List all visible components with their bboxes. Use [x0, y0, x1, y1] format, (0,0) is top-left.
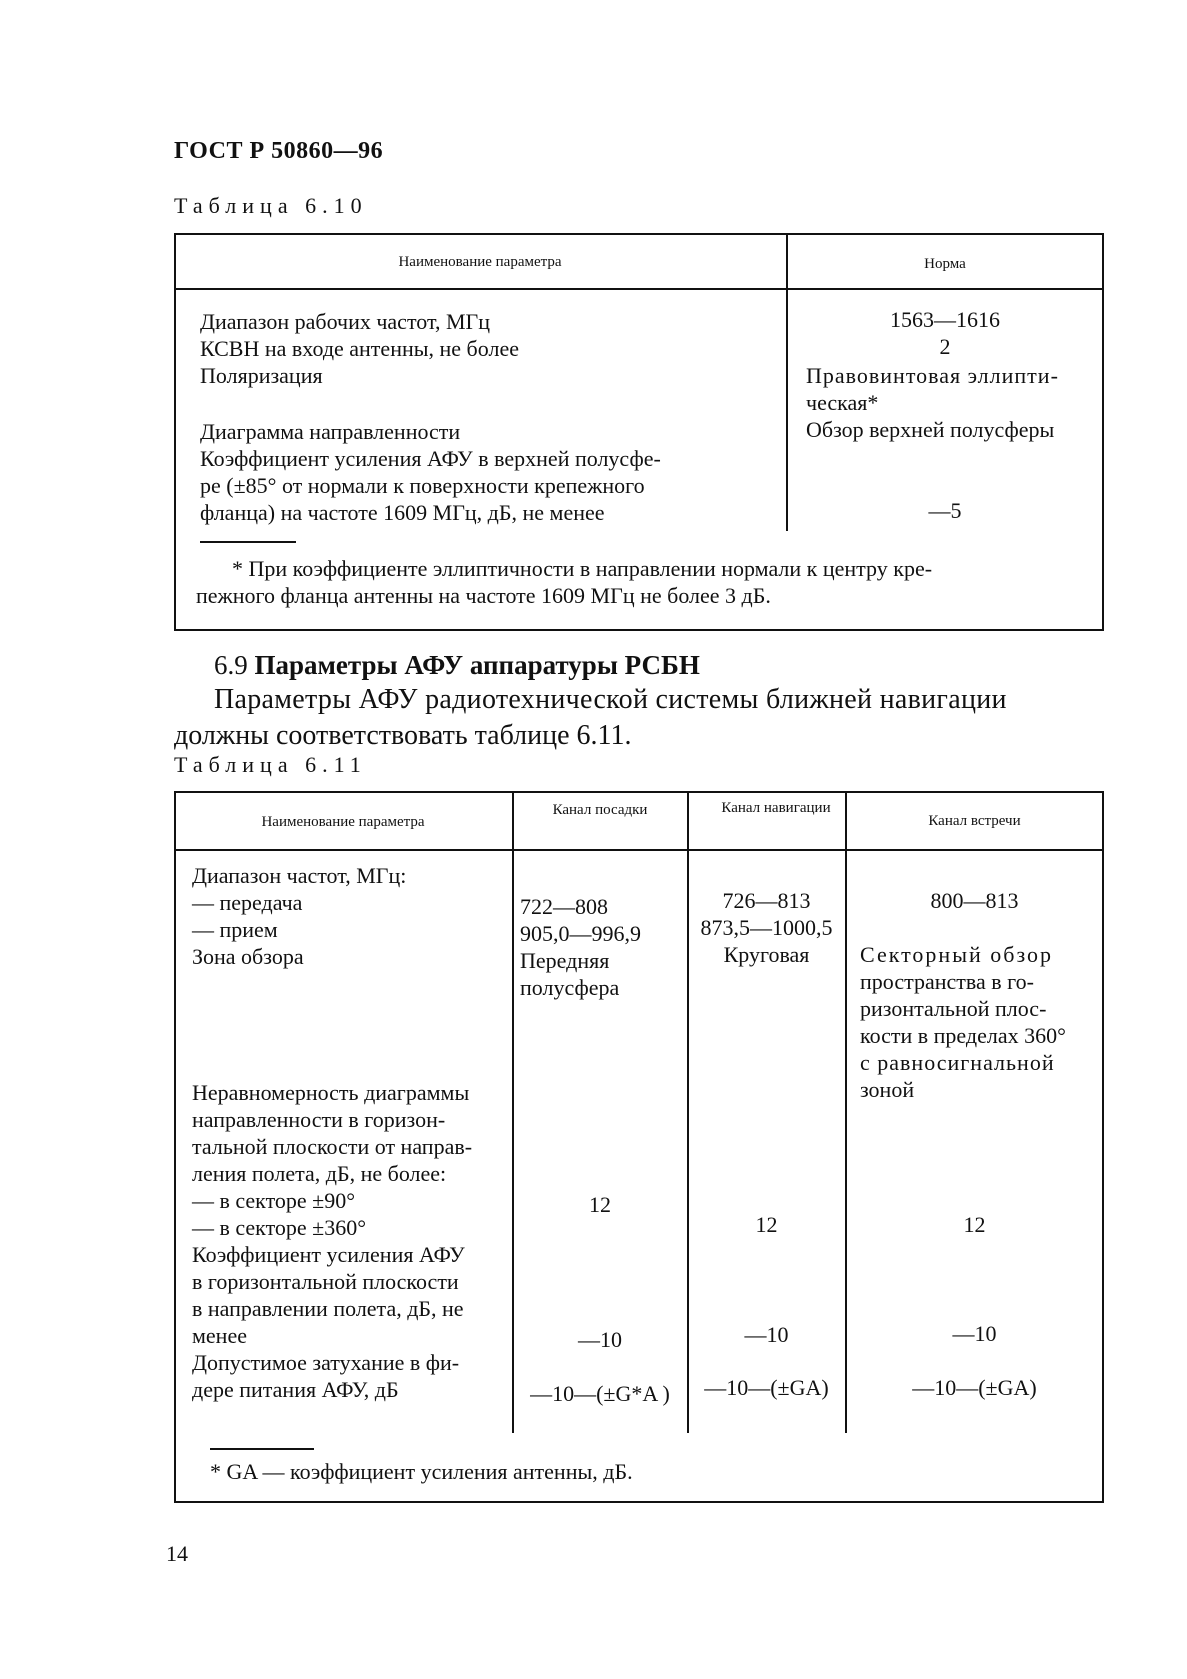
t611-navigation-sector-360: 12: [755, 1212, 778, 1237]
t611-param-atten-2: дере питания АФУ, дБ: [192, 1377, 399, 1402]
t611-param-gain-4: менее: [192, 1323, 247, 1348]
t611-navigation-gain: —10: [744, 1322, 789, 1347]
section-number: 6.9: [214, 650, 248, 680]
t611-header-param: Наименование параметра: [261, 814, 425, 830]
t611-meeting-zone-1: Секторный обзор: [860, 942, 1054, 967]
t611-landing-zone-1: Передняя: [520, 948, 610, 973]
table-6-10-caption: Таблица 6.10: [174, 193, 368, 218]
section-6-9-heading: [214, 650, 700, 681]
t611-param-freq: Диапазон частот, МГц:: [192, 863, 407, 888]
t611-param-zone: Зона обзора: [192, 944, 304, 969]
t610-param-gain-line3: фланца) на частоте 1609 МГц, дБ, не менее: [200, 500, 605, 525]
t611-footnote-rule: [210, 1448, 314, 1450]
t611-footnote: * GA — коэффициент усиления антенны, дБ.: [210, 1459, 633, 1484]
t610-norm-pattern: Обзор верхней полусферы: [806, 417, 1055, 442]
t611-param-nonuni-1: Неравномерность диаграммы: [192, 1080, 470, 1105]
t610-param-gain-line1: Коэффициент усиления АФУ в верхней полусфе-: [200, 446, 661, 471]
t611-navigation-zone: Круговая: [723, 942, 810, 967]
t611-param-atten-1: Допустимое затухание в фи-: [192, 1350, 460, 1375]
t611-landing-gain: —10: [578, 1327, 622, 1352]
t611-param-gain-3: в направлении полета, дБ, не: [192, 1296, 464, 1321]
t610-footnote-line1: * При коэффициенте эллиптичности в направлении нормали к центру кре-: [232, 556, 933, 581]
t611-param-sector-360: — в секторе ±360°: [192, 1215, 367, 1240]
t611-navigation-atten: —10—(±GA): [704, 1375, 829, 1400]
t611-meeting-atten: —10—(±GA): [912, 1375, 1037, 1400]
t610-norm-polarization-line1: Правовинтовая эллипти-: [806, 363, 1059, 388]
t611-landing-tx: 722—808: [520, 894, 608, 919]
table-6-11-caption: Таблица 6.11: [174, 752, 367, 777]
t610-param-vswr: КСВН на входе антенны, не более: [200, 336, 519, 361]
t611-meeting-zone-5: с равносигнальной: [860, 1050, 1055, 1075]
t610-param-polarization: Поляризация: [200, 363, 323, 388]
t611-param-nonuni-4: ления полета, дБ, не более:: [192, 1161, 447, 1186]
t611-param-nonuni-2: направленности в горизон-: [192, 1107, 446, 1132]
section-paragraph-line1: Параметры АФУ радиотехнической системы ближней навигации: [214, 684, 1007, 715]
t611-header-landing: Канал посадки: [552, 802, 648, 818]
t611-landing-sector-90: 12: [589, 1192, 611, 1217]
t611-meeting-sector-360: 12: [963, 1212, 986, 1237]
table-6-10-column-divider: [786, 233, 788, 531]
t611-meeting-zone-2: пространства в го-: [860, 969, 1034, 994]
t610-norm-vswr: 2: [939, 334, 951, 359]
t611-meeting-zone-6: зоной: [860, 1077, 915, 1102]
t611-param-gain-1: Коэффициент усиления АФУ: [192, 1242, 465, 1267]
t611-meeting-zone-4: кости в пределах 360°: [860, 1023, 1066, 1048]
table-6-10-header-rule: [174, 288, 1104, 290]
t610-param-freq: Диапазон рабочих частот, МГц: [200, 309, 490, 334]
t611-param-gain-2: в горизонтальной плоскости: [192, 1269, 459, 1294]
document-id: ГОСТ Р 50860—96: [174, 138, 384, 164]
page-number: 14: [166, 1541, 188, 1566]
t610-norm-gain: —5: [928, 498, 962, 523]
t611-meeting-zone-3: ризонтальной плос-: [860, 996, 1047, 1021]
t611-meeting-gain: —10: [952, 1321, 997, 1346]
t611-header-navigation: Канал навигации: [721, 800, 831, 816]
t611-param-nonuni-3: тальной плоскости от направ-: [192, 1134, 473, 1159]
section-title: Параметры АФУ аппаратуры РСБН: [254, 650, 700, 680]
section-paragraph-line2: должны соответствовать таблице 6.11.: [174, 720, 632, 751]
t610-norm-polarization-line2: ческая*: [806, 390, 879, 415]
t610-param-gain-line2: ре (±85° от нормали к поверхности крепежного: [200, 473, 645, 498]
t611-param-tx: — передача: [192, 890, 303, 915]
t610-footnote-rule: [200, 541, 296, 543]
t611-landing-atten: —10—(±G*A ): [530, 1381, 670, 1406]
t611-meeting-tx: 800—813: [930, 888, 1019, 913]
t610-footnote-line2: пежного фланца антенны на частоте 1609 МГц не более 3 дБ.: [196, 583, 771, 608]
table-6-10-header-norm: Норма: [924, 256, 966, 272]
t611-header-meeting: Канал встречи: [928, 813, 1021, 829]
t611-landing-rx: 905,0—996,9: [520, 921, 641, 946]
t611-param-sector-90: — в секторе ±90°: [192, 1188, 356, 1213]
t610-norm-freq: 1563—1616: [890, 307, 1000, 332]
table-6-10-header-param: Наименование параметра: [398, 254, 562, 270]
t611-landing-zone-2: полусфера: [520, 975, 620, 1000]
t610-param-pattern: Диаграмма направленности: [200, 419, 461, 444]
t611-navigation-tx: 726—813: [722, 888, 811, 913]
t611-param-rx: — прием: [192, 917, 278, 942]
t611-navigation-rx: 873,5—1000,5: [700, 915, 833, 940]
table-6-11-header-rule: [174, 849, 1104, 851]
